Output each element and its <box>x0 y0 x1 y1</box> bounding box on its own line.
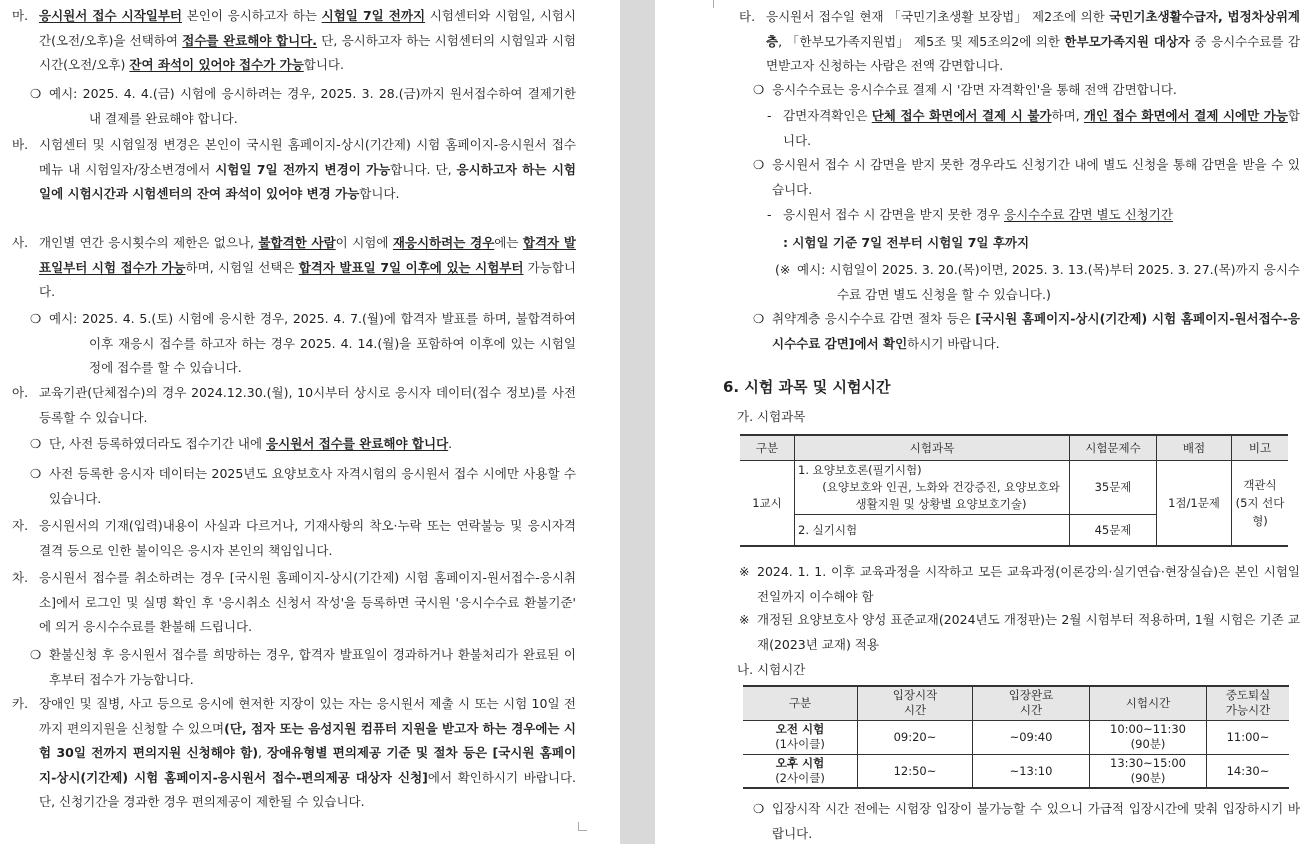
bullet-icon: ❍ <box>30 311 42 326</box>
table-cell: ~09:40 <box>973 720 1090 754</box>
paragraph-ta: 타. 응시원서 접수일 현재 「국민기초생활 보장법」 제2조에 의한 국민기초생활수급자, 법정차상위계층, 「한부모가족지원법」 제5조 및 제5조의2에 의한 한부모가족지원 대상자 중 응시수수료를 감면받고자 신청하는 사람은 전액 감면합니다. <box>739 5 1300 79</box>
table-header: 시험시간 <box>1090 686 1207 720</box>
table-cell: 1. 요양보호론(필기시험) (요양보호와 인권, 노화와 건강증진, 요양보호와 생활지원 및 상황별 요양보호기술) <box>795 460 1070 514</box>
note-marker: ※ <box>739 564 750 579</box>
emphasis-text: 시험일 7일 전까지 <box>321 8 426 23</box>
bullet-icon: ❍ <box>30 466 42 481</box>
crop-mark <box>578 822 587 831</box>
table-cell: 오후 시험 (2사이클) <box>743 754 858 788</box>
paragraph-marker: 바. <box>12 137 29 152</box>
dash-marker: - <box>767 207 772 222</box>
example-ma: ❍ 예시: 2025. 4. 4.(금) 시험에 응시하려는 경우, 2025. 3. 28.(금)까지 원서접수하여 결제기한 내 결제를 완료해야 합니다. <box>30 82 576 131</box>
table-cell: 35문제 <box>1070 460 1157 514</box>
table-header: 구분 <box>743 686 858 720</box>
example-sa: ❍ 예시: 2025. 4. 5.(토) 시험에 응시한 경우, 2025. 4. 7.(월)에 합격자 발표를 하며, 불합격하여 이후 재응시 접수를 하고자 하는 경우 2025. 4. 14.(월)을 포함하여 이후에 있는 시험일정에 접수를 할 수 있습니다. <box>30 307 576 381</box>
paragraph-ba: 바. 시험센터 및 시험일정 변경은 본인이 국시원 홈페이지-상시(기간제) 시험 홈페이지-응시원서 접수 메뉴 내 시험일자/장소변경에서 시험일 7일 전까지 변경이 가능합니다. 단, 응시하고자 하는 시험일에 시험시간과 시험센터의 잔여 좌석이 있어야 변경 가능합니다. <box>12 133 576 207</box>
paragraph-sa: 사. 개인별 연간 응시횟수의 제한은 없으나, 불합격한 사람이 시험에 재응시하려는 경우에는 합격자 발표일부터 시험 접수가 가능하며, 시험일 선택은 합격자 발표일 7일 이후에 있는 시험부터 가능합니다. <box>12 231 576 305</box>
table-cell: 1점/1문제 <box>1157 460 1232 546</box>
paragraph-ka: 카. 장애인 및 질병, 사고 등으로 응시에 현저한 지장이 있는 자는 응시원서 제출 시 또는 시험 10일 전까지 편의지원을 신청할 수 있으며(단, 점자 또는 음성지원 컴퓨터 지원을 받고자 하는 경우에는 시험 30일 전까지 편의지원 신청해야 함), 장애유형별 편의제공 기준 및 절차 등은 [국시원 홈페이지-상시(기간제) 시험 홈페이지-응시원서 접수-편의제공 대상자 신청]에서 확인하시기 바랍니다. 단, 신청기간을 경과한 경우 편의제공이 제한될 수 있습니다. <box>12 692 576 815</box>
table-cell: 09:20~ <box>858 720 973 754</box>
crop-mark <box>713 0 722 8</box>
table-header: 시험문제수 <box>1070 435 1157 460</box>
table-header: 배점 <box>1157 435 1232 460</box>
table-header: 입장완료 시간 <box>973 686 1090 720</box>
table-cell: 12:50~ <box>858 754 973 788</box>
document-page-left <box>0 0 620 844</box>
table-cell: 14:30~ <box>1207 754 1290 788</box>
note-marker: (※ <box>775 262 791 277</box>
paragraph-marker: 카. <box>12 696 29 711</box>
page-gutter <box>620 0 655 844</box>
paragraph-a: 아. 교육기관(단체접수)의 경우 2024.12.30.(월), 10시부터 상시로 응시자 데이터(접수 정보)를 사전 등록할 수 있습니다. <box>12 381 576 430</box>
table-cell: 객관식 (5지 선다형) <box>1232 460 1289 546</box>
subsection-heading: 가. 시험과목 <box>737 409 806 424</box>
paragraph-marker: 차. <box>12 570 29 585</box>
table-cell: 45문제 <box>1070 514 1157 546</box>
table-cell: 11:00~ <box>1207 720 1290 754</box>
paragraph-ja: 자. 응시원서의 기재(입력)내용이 사실과 다르거나, 기재사항의 착오·누락 또는 연락불능 및 응시자격 결격 등으로 인한 불이익은 응시자 본인의 책임입니다. <box>12 514 576 563</box>
bullet-ta-1: ❍ 응시수수료는 응시수수료 결제 시 '감면 자격확인'을 통해 전액 감면합니다. <box>753 78 1300 103</box>
table-row <box>743 754 1289 788</box>
paragraph-marker: 마. <box>12 8 29 23</box>
subsection-heading: 나. 시험시간 <box>737 662 806 677</box>
paragraph-marker: 타. <box>739 9 756 24</box>
document-page-right <box>655 0 1314 844</box>
bullet-icon: ❍ <box>30 647 42 662</box>
table-header: 비고 <box>1232 435 1289 460</box>
bullet-a-1: ❍ 단, 사전 등록하였더라도 접수기간 내에 응시원서 접수를 완료해야 합니다. <box>30 432 576 457</box>
bullet-icon: ❍ <box>30 86 42 101</box>
bullet-ta-2: ❍ 응시원서 접수 시 감면을 받지 못한 경우라도 신청기간 내에 별도 신청을 통해 감면을 받을 수 있습니다. <box>753 153 1300 202</box>
paragraph-ma: 마. 응시원서 접수 시작일부터 본인이 응시하고자 하는 시험일 7일 전까지 시험센터와 시험일, 시험시간(오전/오후)을 선택하여 접수를 완료해야 합니다. 단, 응시하고자 하는 시험센터의 시험일과 시험시간(오전/오후) 잔여 좌석이 있어야 접수가 가능합니다. <box>12 4 576 78</box>
bullet-icon: ❍ <box>753 82 765 97</box>
emphasis-text: 응시원서 접수 시작일부터 <box>39 8 183 23</box>
bullet-cha: ❍ 환불신청 후 응시원서 접수를 희망하는 경우, 합격자 발표일이 경과하거나 환불처리가 완료된 이후부터 접수가 가능합니다. <box>30 643 576 692</box>
table-cell: 10:00~11:30 (90분) <box>1090 720 1207 754</box>
note-1: ※ 2024. 1. 1. 이후 교육과정을 시작하고 모든 교육과정(이론강의·실기연습·현장실습)은 본인 시험일 전일까지 이수해야 함 <box>739 560 1300 609</box>
table-cell: 1교시 <box>740 460 795 546</box>
table-header: 입장시작 시간 <box>858 686 973 720</box>
bullet-last: ❍ 입장시작 시간 전에는 시험장 입장이 불가능할 수 있으니 가급적 입장시간에 맞춰 입장하시기 바랍니다. <box>753 797 1300 844</box>
table-row <box>743 720 1289 754</box>
bullet-icon: ❍ <box>753 157 765 172</box>
application-period: : 시험일 기준 7일 전부터 시험일 7일 후까지 <box>783 235 1030 250</box>
paragraph-cha: 차. 응시원서 접수를 취소하려는 경우 [국시원 홈페이지-상시(기간제) 시험 홈페이지-원서접수-응시취소]에서 로그인 및 실명 확인 후 '응시취소 신청서 작성'을 등록하면 국시원 '응시수수료 환불기준' 에 의거 응시수수료를 환불해 드립니다. <box>12 566 576 640</box>
section-heading: 6. 시험 과목 및 시험시간 <box>723 378 891 396</box>
time-table <box>743 685 1289 789</box>
table-cell: ~13:10 <box>973 754 1090 788</box>
bullet-ta-3: ❍ 취약계층 응시수수료 감면 절차 등은 [국시원 홈페이지-상시(기간제) 시험 홈페이지-원서접수-응시수수료 감면]에서 확인하시기 바랍니다. <box>753 307 1300 356</box>
dash-ta-2: - 응시원서 접수 시 감면을 받지 못한 경우 응시수수료 감면 별도 신청기간 <box>767 203 1300 228</box>
table-header: 구분 <box>740 435 795 460</box>
paragraph-marker: 사. <box>12 235 29 250</box>
bullet-icon: ❍ <box>30 436 42 451</box>
table-cell: 13:30~15:00 (90분) <box>1090 754 1207 788</box>
table-cell: 오전 시험 (1사이클) <box>743 720 858 754</box>
dash-marker: - <box>767 108 772 123</box>
subjects-table <box>740 434 1288 547</box>
table-cell: 2. 실기시험 <box>795 514 1070 546</box>
table-header: 시험과목 <box>795 435 1070 460</box>
paragraph-marker: 아. <box>12 385 29 400</box>
bullet-a-2: ❍ 사전 등록한 응시자 데이터는 2025년도 요양보호사 자격시험의 응시원서 접수 시에만 사용할 수 있습니다. <box>30 462 576 511</box>
note-marker: ※ <box>739 612 750 627</box>
dash-ta-1: - 감면자격확인은 단체 접수 화면에서 결제 시 불가하며, 개인 접수 화면에서 결제 시에만 가능합니다. <box>767 104 1300 153</box>
note-ta: (※ 예시: 시험일이 2025. 3. 20.(목)이면, 2025. 3. 13.(목)부터 2025. 3. 27.(목)까지 응시수수료 감면 별도 신청을 할 수 있습니다.) <box>775 258 1300 307</box>
bullet-icon: ❍ <box>753 311 765 326</box>
paragraph-marker: 자. <box>12 518 29 533</box>
table-header: 중도퇴실 가능시간 <box>1207 686 1290 720</box>
note-2: ※ 개정된 요양보호사 양성 표준교재(2024년도 개정판)는 2월 시험부터 적용하며, 1월 시험은 기존 교재(2023년 교재) 적용 <box>739 608 1300 657</box>
emphasis-text: 접수를 완료해야 합니다. <box>182 32 318 48</box>
bullet-icon: ❍ <box>753 801 765 816</box>
emphasis-text: 잔여 좌석이 있어야 접수가 가능 <box>129 57 304 72</box>
